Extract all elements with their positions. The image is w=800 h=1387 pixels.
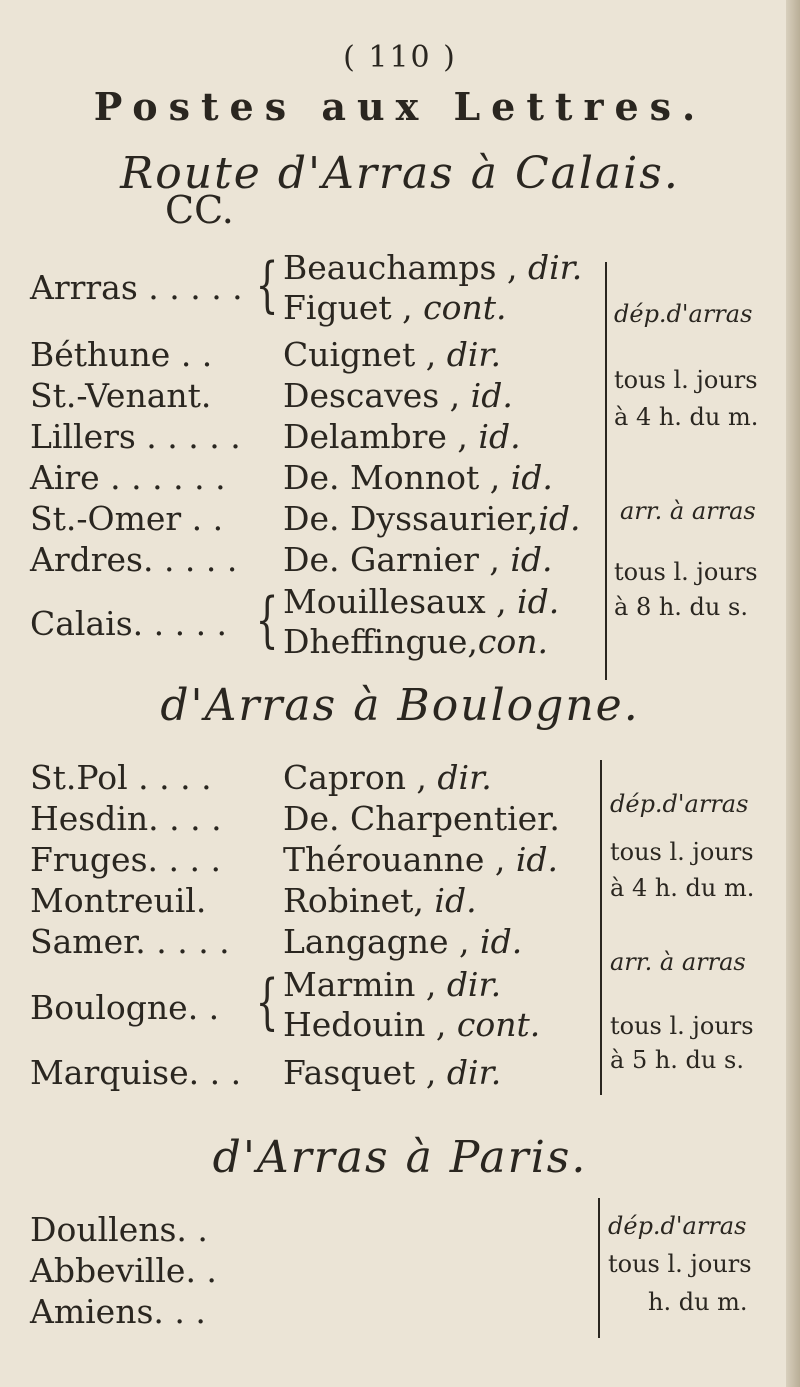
schedule-note: tous l. jours [614, 558, 758, 586]
schedule-note: arr. à arras [620, 497, 756, 525]
page-title: Postes aux Lettres. [93, 84, 707, 129]
brace-icon: { [255, 250, 279, 320]
postmaster-name: De. Garnier , id. [283, 540, 553, 579]
place-montreuil: Montreuil. [30, 881, 207, 920]
postmaster-name: Dheffingue,con. [283, 622, 548, 661]
section-title-paris: d'Arras à Paris. [212, 1132, 588, 1183]
postmaster-name: Figuet , cont. [283, 288, 507, 327]
place-arras: Arrras . . . . . [30, 268, 243, 307]
column-rule [598, 1198, 600, 1338]
place-abbeville: Abbeville. . [30, 1251, 217, 1290]
postmaster-name: Capron , dir. [283, 758, 492, 797]
postmaster-name: Descaves , id. [283, 376, 513, 415]
place-bethune: Béthune . . [30, 335, 213, 374]
place-doullens: Doullens. . [30, 1210, 208, 1249]
page-edge [786, 0, 800, 1387]
place-marquise: Marquise. . . [30, 1053, 242, 1092]
postmaster-name: Thérouanne , id. [283, 840, 559, 879]
place-amiens: Amiens. . . [30, 1292, 206, 1331]
place-ardres: Ardres. . . . . [30, 540, 238, 579]
schedule-note: dép.d'arras [610, 790, 749, 818]
postmaster-name: Marmin , dir. [283, 965, 502, 1004]
schedule-note: dép.d'arras [608, 1212, 747, 1240]
section-code: CC. [165, 188, 234, 232]
postmaster-name: Langagne , id. [283, 922, 523, 961]
column-rule [600, 760, 602, 1095]
schedule-note: à 8 h. du s. [614, 593, 748, 621]
place-st-omer: St.-Omer . . [30, 499, 224, 538]
postmaster-name: Cuignet , dir. [283, 335, 502, 374]
place-calais: Calais. . . . . [30, 604, 228, 643]
schedule-note: à 4 h. du m. [610, 874, 755, 902]
schedule-note: tous l. jours [610, 1012, 754, 1040]
postmaster-name: De. Charpentier. [283, 799, 560, 838]
column-rule [605, 262, 607, 680]
schedule-note: à 4 h. du m. [614, 403, 759, 431]
schedule-note: dép.d'arras [614, 300, 753, 328]
section-title-calais: Route d'Arras à Calais. [120, 148, 680, 199]
schedule-note: à 5 h. du s. [610, 1046, 744, 1074]
section-title-boulogne: d'Arras à Boulogne. [160, 680, 640, 731]
postmaster-name: Fasquet , dir. [283, 1053, 502, 1092]
place-hesdin: Hesdin. . . . [30, 799, 222, 838]
postmaster-name: Delambre , id. [283, 417, 521, 456]
postmaster-name: De. Monnot , id. [283, 458, 553, 497]
postmaster-name: Beauchamps , dir. [283, 248, 583, 287]
postmaster-name: De. Dyssaurier,id. [283, 499, 581, 538]
schedule-note: tous l. jours [608, 1250, 752, 1278]
place-aire: Aire . . . . . . [30, 458, 226, 497]
place-st-venant: St.-Venant. [30, 376, 212, 415]
place-boulogne: Boulogne. . [30, 988, 220, 1027]
schedule-note: h. du m. [648, 1288, 748, 1316]
postmaster-name: Robinet, id. [283, 881, 477, 920]
postmaster-name: Hedouin , cont. [283, 1005, 541, 1044]
page-number: ( 110 ) [343, 40, 457, 75]
place-lillers: Lillers . . . . . [30, 417, 241, 456]
place-samer: Samer. . . . . [30, 922, 230, 961]
place-fruges: Fruges. . . . [30, 840, 221, 879]
place-st-pol: St.Pol . . . . [30, 758, 212, 797]
brace-icon: { [255, 585, 279, 655]
schedule-note: tous l. jours [614, 366, 758, 394]
postmaster-name: Mouillesaux , id. [283, 582, 560, 621]
schedule-note: tous l. jours [610, 838, 754, 866]
brace-icon: { [255, 967, 279, 1037]
schedule-note: arr. à arras [610, 948, 746, 976]
